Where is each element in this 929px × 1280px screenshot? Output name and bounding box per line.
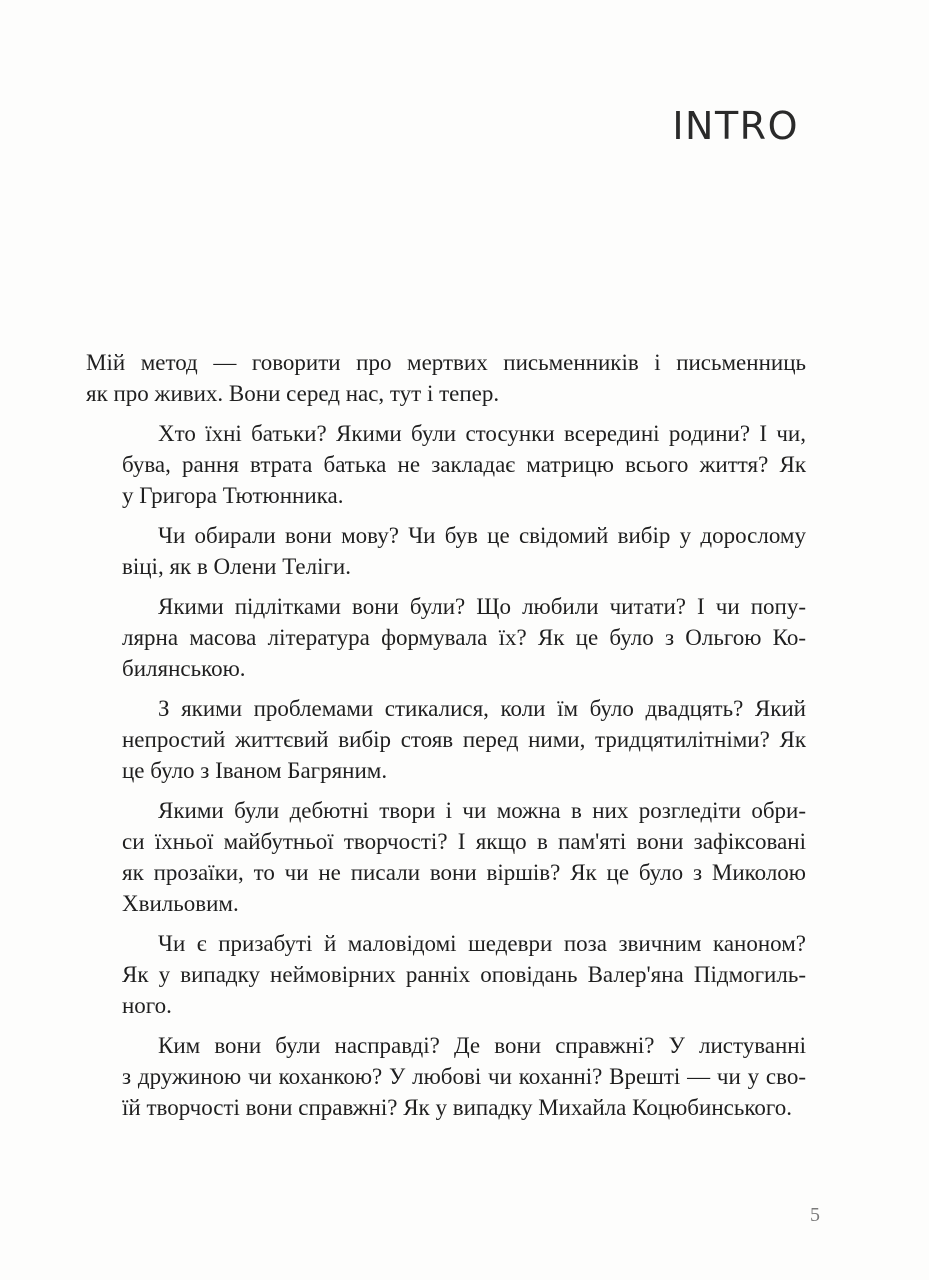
text-line: непростий життєвий вибір стояв перед ними, тридцятилітніми? Як <box>122 727 806 752</box>
text-line: як прозаїки, то чи не писали вони віршів? Як це було з Миколою <box>122 860 806 885</box>
text-line: Чи обирали вони мову? Чи був це свідомий вибір у дорослому <box>158 523 806 548</box>
body-text <box>86 347 806 1132</box>
paragraph <box>86 347 806 409</box>
text-line: це було з Іваном Багряним. <box>122 758 388 783</box>
text-line: лярна масова література формувала їх? Як це було з Ольгою Ко- <box>122 625 806 650</box>
page-number: 5 <box>810 1204 820 1226</box>
paragraph <box>86 928 806 1021</box>
text-line: Хто їхні батьки? Якими були стосунки всередині родини? І чи, <box>158 421 806 446</box>
text-line: у Григора Тютюнника. <box>122 483 344 508</box>
paragraph <box>86 693 806 786</box>
text-line: Ким вони були насправді? Де вони справжні? У листуванні <box>158 1033 806 1058</box>
paragraph <box>86 1030 806 1123</box>
text-line: З якими проблемами стикалися, коли їм було двадцять? Який <box>158 696 806 721</box>
text-line: ного. <box>122 993 172 1018</box>
text-line: Як у випадку неймовірних ранніх оповідань Валер'яна Підмогиль- <box>122 962 806 987</box>
paragraph <box>86 520 806 582</box>
paragraph <box>86 591 806 684</box>
text-line: Хвильовим. <box>122 891 239 916</box>
text-line: си їхньої майбутньої творчості? І якщо в пам'яті вони зафіксовані <box>122 829 806 854</box>
text-line: з дружиною чи коханкою? У любові чи коханні? Врешті — чи у сво- <box>122 1064 806 1089</box>
paragraph <box>86 418 806 511</box>
chapter-heading: INTRO <box>672 104 799 148</box>
text-line: як про живих. Вони серед нас, тут і тепер. <box>86 381 500 406</box>
paragraph <box>86 795 806 919</box>
text-line: бува, рання втрата батька не закладає матрицю всього життя? Як <box>122 452 806 477</box>
text-line: їй творчості вони справжні? Як у випадку Михайла Коцюбинського. <box>122 1095 792 1120</box>
text-line: Якими підлітками вони були? Що любили читати? І чи попу- <box>158 594 806 619</box>
text-line: Чи є призабуті й маловідомі шедеври поза звичним каноном? <box>158 931 806 956</box>
text-line: билянською. <box>122 656 246 681</box>
text-line: віці, як в Олени Теліги. <box>122 554 351 579</box>
text-line: Мій метод — говорити про мертвих письменників і письменниць <box>86 350 806 375</box>
text-line: Якими були дебютні твори і чи можна в них розгледіти обри- <box>158 798 806 823</box>
